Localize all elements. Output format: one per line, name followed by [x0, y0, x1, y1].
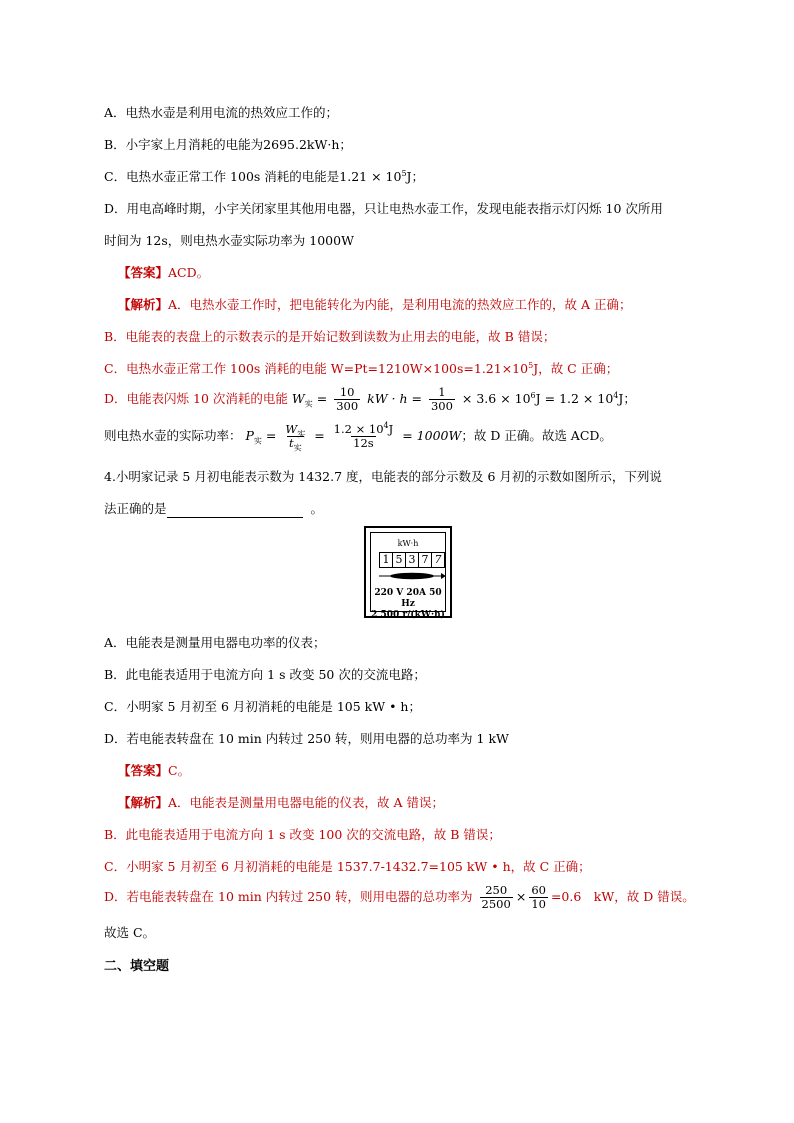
unit-kwh: kW · h =: [367, 391, 422, 406]
q4-answer-tag: 【答案】: [118, 763, 169, 778]
answer-value: ACD。: [168, 265, 210, 280]
analysis-c-text: C．电热水壶正常工作 100s 消耗的电能 W=Pt=1210W×100s=1.21×10: [104, 361, 529, 376]
answer-tag: 【答案】: [118, 265, 169, 280]
meter-unit: kW·h: [397, 539, 419, 548]
times-sign: ×: [515, 889, 527, 904]
analysis-c-unit: J，故 C 正确；: [533, 361, 619, 376]
meter-specs: [371, 588, 445, 621]
meter-spec-1: 220 V 20A 50 Hz: [374, 588, 442, 609]
meter-disk-icon: [377, 570, 447, 582]
fraction-1-300: $\frac{1}{300}$: [430, 385, 453, 413]
q4-conclusion: 故选 C。: [104, 925, 156, 940]
q4-analysis-a: A．电能表是测量用电器电能的仪表，故 A 错误；: [168, 795, 445, 810]
q4-analysis-d-result: =0.6 kW，故 D 错误。: [550, 889, 695, 904]
analysis-line-1: [118, 296, 632, 314]
equals-sign: =: [316, 391, 328, 406]
question-4-stem-end: 。: [310, 501, 324, 516]
power-conclusion: ；故 D 正确。故选 ACD。: [461, 428, 612, 443]
answer-line: [118, 264, 209, 282]
analysis-line-2: B．电能表的表盘上的示数表示的是开始记数到读数为止用去的电能，故 B 错误；: [104, 329, 556, 344]
answer-blank[interactable]: [167, 503, 303, 518]
analysis-d-text: D．电能表闪烁 10 次消耗的电能: [104, 391, 288, 406]
power-result: = 1000W: [402, 428, 462, 443]
fraction-w-t: $\frac{W_实}{t_实}$: [285, 422, 306, 453]
q4-analysis-d-text: D．若电能表转盘在 10 min 内转过 250 转，则用电器的总功率为: [104, 889, 473, 904]
energy-symbol: $W_实$: [291, 391, 313, 409]
q4-analysis-line-2: B．此电能表适用于电流方向 1 s 改变 100 次的交流电路，故 B 错误；: [104, 827, 501, 842]
analysis-a: A．电热水壶工作时，把电能转化为内能，是利用电流的热效应工作的，故 A 正确；: [168, 297, 632, 312]
question-4-stem-text: 法正确的是: [104, 501, 167, 516]
question-4-stem-line1: 4.小明家记录 5 月初电能表示数为 1432.7 度，电能表的部分示数及 6 月初的示数如图所示，下列说: [104, 469, 662, 484]
option-d-line1: D．用电高峰时期，小宇关闭家里其他用电器，只让电热水壶工作，发现电能表指示灯闪烁 10 次所用: [104, 201, 663, 216]
q4-analysis-tag: 【解析】: [118, 795, 169, 810]
meter-digit: 7: [418, 552, 432, 568]
meter-spec-2: 2 500 r/(kW·h): [371, 610, 445, 620]
fraction-10-300: $\frac{10}{300}$: [336, 385, 359, 413]
fraction-energy-time: $\frac{1.2 \times 10^4J}{12s}$: [333, 421, 394, 450]
analysis-line-4: [104, 384, 636, 414]
line-end: ；: [623, 391, 636, 406]
meter-digit: 3: [405, 552, 419, 568]
question-4-stem-line2: [104, 500, 323, 518]
fraction-60-10: $\frac{60}{10}$: [531, 883, 546, 911]
power-symbol: $P_实$: [245, 428, 262, 446]
q4-analysis-line-3: C．小明家 5 月初至 6 月初消耗的电能是 1537.7-1432.7=105 kW • h，故 C 正确；: [104, 859, 591, 874]
meter-digits: [379, 552, 444, 568]
electric-meter-figure: [364, 526, 452, 618]
meter-panel: [370, 532, 446, 620]
option-d-line2: 时间为 12s，则电热水壶实际功率为 1000W: [104, 233, 354, 248]
analysis-c-exponent: 5: [528, 360, 534, 370]
q4-option-d: D．若电能表转盘在 10 min 内转过 250 转，则用电器的总功率为 1 kW: [104, 731, 509, 746]
equals-sign-2: =: [265, 428, 277, 443]
q4-option-b: B．此电能表适用于电流方向 1 s 改变 50 次的交流电路；: [104, 667, 426, 682]
q4-answer-value: C。: [168, 763, 191, 778]
q4-analysis-line-1: [118, 794, 444, 812]
equals-sign-3: =: [314, 428, 325, 443]
meter-digit: 1: [379, 552, 393, 568]
fraction-250-2500: $\frac{250}{2500}$: [481, 883, 511, 911]
power-text: 则电热水壶的实际功率：: [104, 428, 242, 443]
q4-option-a: A．电能表是测量用电器电功率的仪表；: [104, 635, 326, 650]
analysis-line-3: [104, 360, 618, 378]
analysis-tag: 【解析】: [118, 297, 169, 312]
option-c: [104, 168, 424, 186]
meter-digit: 5: [392, 552, 406, 568]
option-b: B．小宇家上月消耗的电能为2695.2kW·h；: [104, 137, 352, 152]
energy-result: × $3.6 \times 10^6J = 1.2 \times 10^4J$: [461, 390, 624, 406]
q4-answer-line: [118, 762, 190, 780]
analysis-line-5: [104, 420, 612, 452]
section-title: 二、填空题: [104, 959, 170, 974]
q4-option-c: C．小明家 5 月初至 6 月初消耗的电能是 105 kW • h；: [104, 699, 421, 714]
option-c-exponent: 5: [401, 168, 407, 178]
meter-digit-decimal: 7: [431, 552, 445, 568]
option-a: A．电热水壶是利用电流的热效应工作的；: [104, 105, 339, 120]
option-c-unit: J；: [406, 169, 425, 184]
option-c-text: C．电热水壶正常工作 100s 消耗的电能是1.21 × 10: [104, 169, 402, 184]
q4-analysis-line-4: [104, 882, 695, 912]
